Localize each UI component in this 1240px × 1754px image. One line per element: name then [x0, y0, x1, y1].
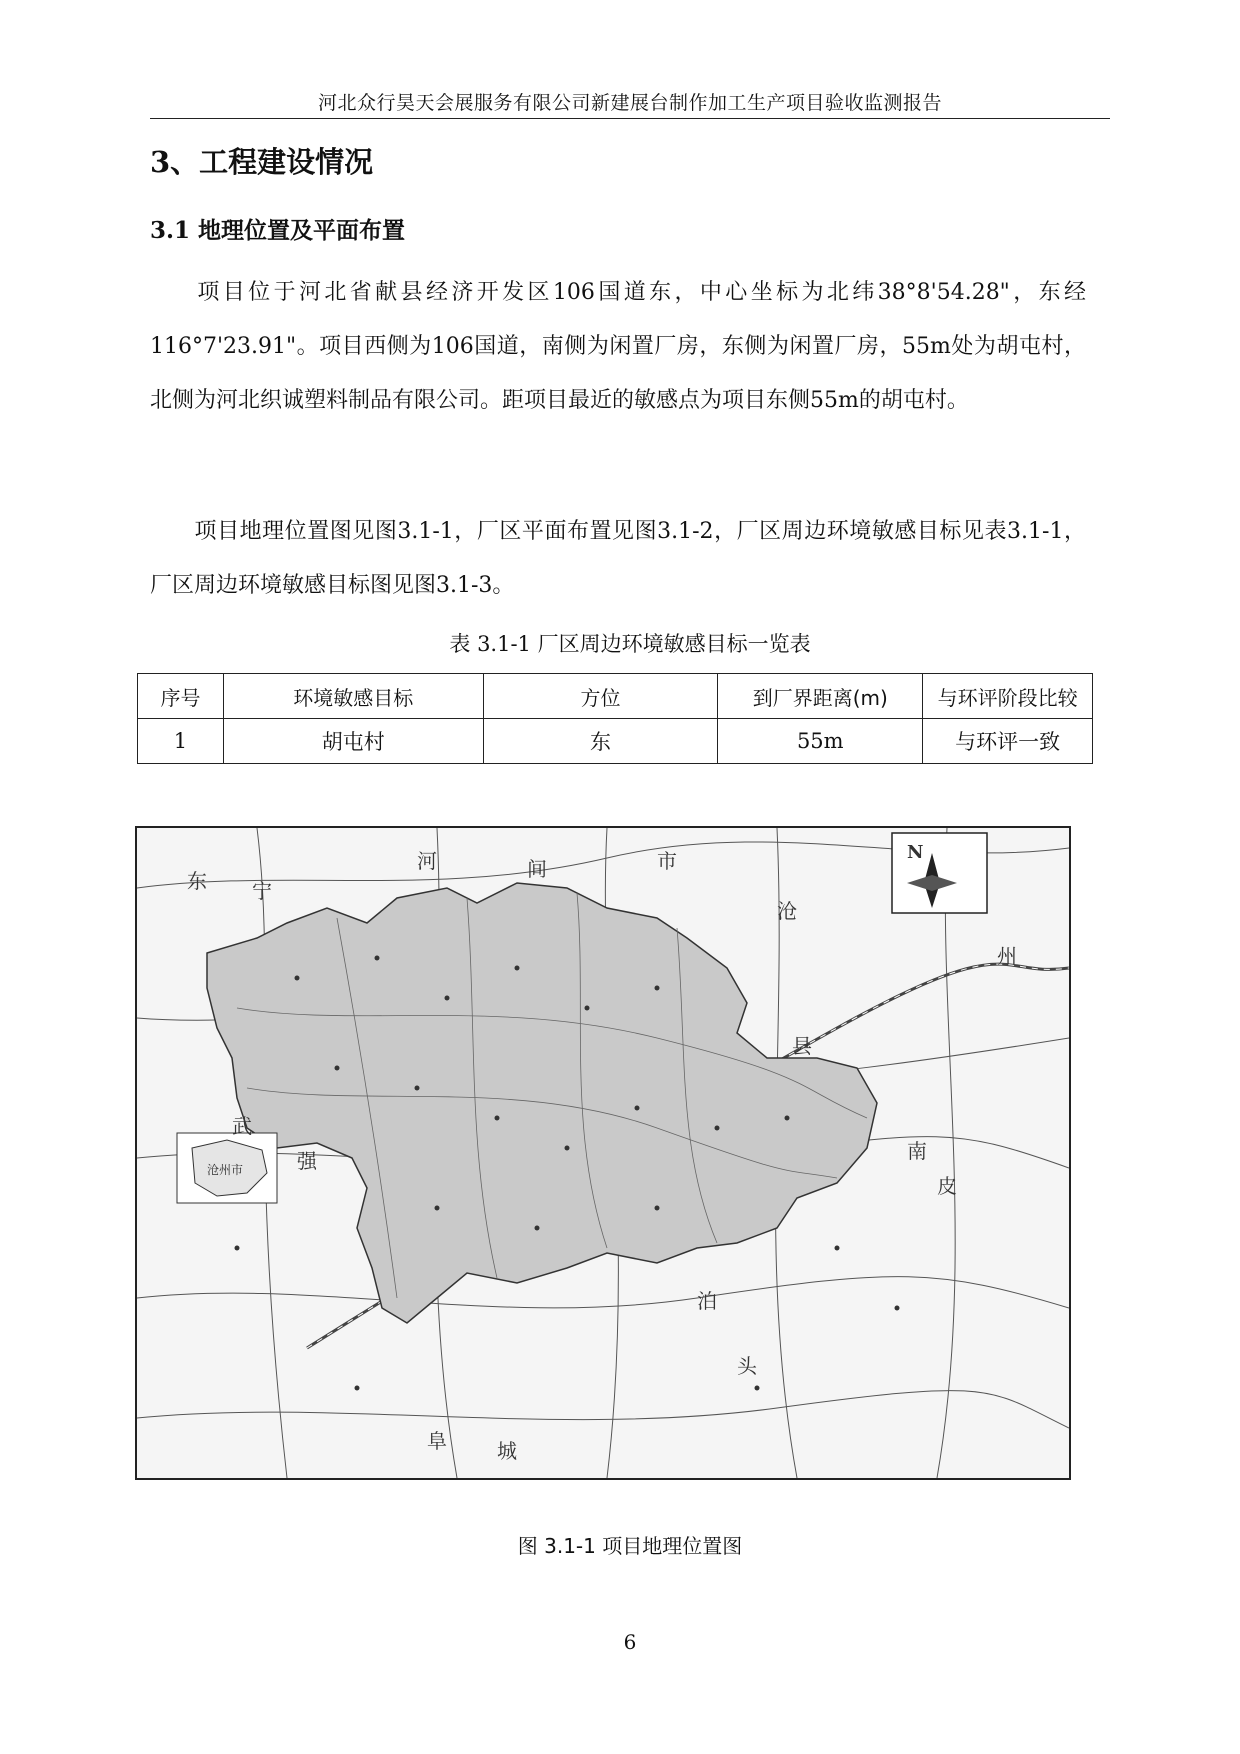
north-arrow-label: N [907, 842, 924, 863]
map-label: 河 [417, 849, 437, 873]
table-cell: 55m [718, 719, 923, 764]
map-label: 阜 [427, 1429, 447, 1453]
map-label: 泊 [697, 1289, 717, 1313]
map-label: 头 [737, 1354, 757, 1378]
inset-map [177, 1133, 277, 1203]
location-map [135, 826, 1071, 1480]
map-label: 皮 [937, 1174, 957, 1198]
map-label: 州 [997, 944, 1017, 968]
map-label: 市 [657, 849, 677, 873]
map-label: 间 [527, 857, 547, 881]
paragraph-figures-text: 项目地理位置图见图3.1-1，厂区平面布置见图3.1-2，厂区周边环境敏感目标见表3.1-1，厂区周边环境敏感目标图见图3.1-3。 [150, 519, 1086, 598]
figure-caption: 图 3.1-1 项目地理位置图 [517, 1534, 743, 1558]
table-cell: 东 [483, 719, 718, 764]
table-row [138, 719, 1093, 764]
map-label: 宁 [252, 879, 272, 903]
table-header-row [138, 674, 1093, 719]
table-cell: 胡屯村 [223, 719, 483, 764]
subsection-title: 3.1 地理位置及平面布置 [150, 217, 406, 244]
table-header-cell: 方位 [483, 674, 718, 719]
inset-label: 沧州市 [207, 1163, 244, 1177]
map-label: 强 [297, 1149, 317, 1173]
map-label: 南 [907, 1139, 927, 1163]
map-label: 沧 [777, 899, 797, 923]
map-label: 县 [792, 1034, 812, 1058]
map-label: 城 [497, 1439, 517, 1463]
map-label: 武 [232, 1114, 252, 1138]
map-drawing [137, 828, 1069, 1478]
north-arrow [892, 833, 987, 913]
table-caption: 表 3.1-1 厂区周边环境敏感目标一览表 [449, 632, 811, 656]
paragraph-figures [150, 505, 1086, 613]
table-cell: 1 [138, 719, 224, 764]
paragraph-location [150, 266, 1086, 428]
paragraph-location-text: 项目位于河北省献县经济开发区106国道东，中心坐标为北纬38°8'54.28"，东经116°7'23.91"。项目西侧为106国道，南侧为闲置厂房，东侧为闲置厂房，55m处为胡屯村，北侧为河北织诚塑料制品有限公司。距项目最近的敏感点为项目东侧55m的胡屯村。 [150, 280, 1086, 413]
table-header-cell: 环境敏感目标 [223, 674, 483, 719]
table-cell: 与环评一致 [923, 719, 1093, 764]
page-header: 河北众行昊天会展服务有限公司新建展台制作加工生产项目验收监测报告 [317, 92, 942, 114]
sensitive-targets-table [137, 673, 1093, 764]
header-rule [150, 118, 1110, 119]
table-header-cell: 与环评阶段比较 [923, 674, 1093, 719]
table-header-cell: 序号 [138, 674, 224, 719]
section-title: 3、工程建设情况 [150, 145, 374, 179]
table-header-cell: 到厂界距离(m) [718, 674, 923, 719]
page-number: 6 [623, 1630, 637, 1654]
map-label: 东 [187, 869, 207, 893]
